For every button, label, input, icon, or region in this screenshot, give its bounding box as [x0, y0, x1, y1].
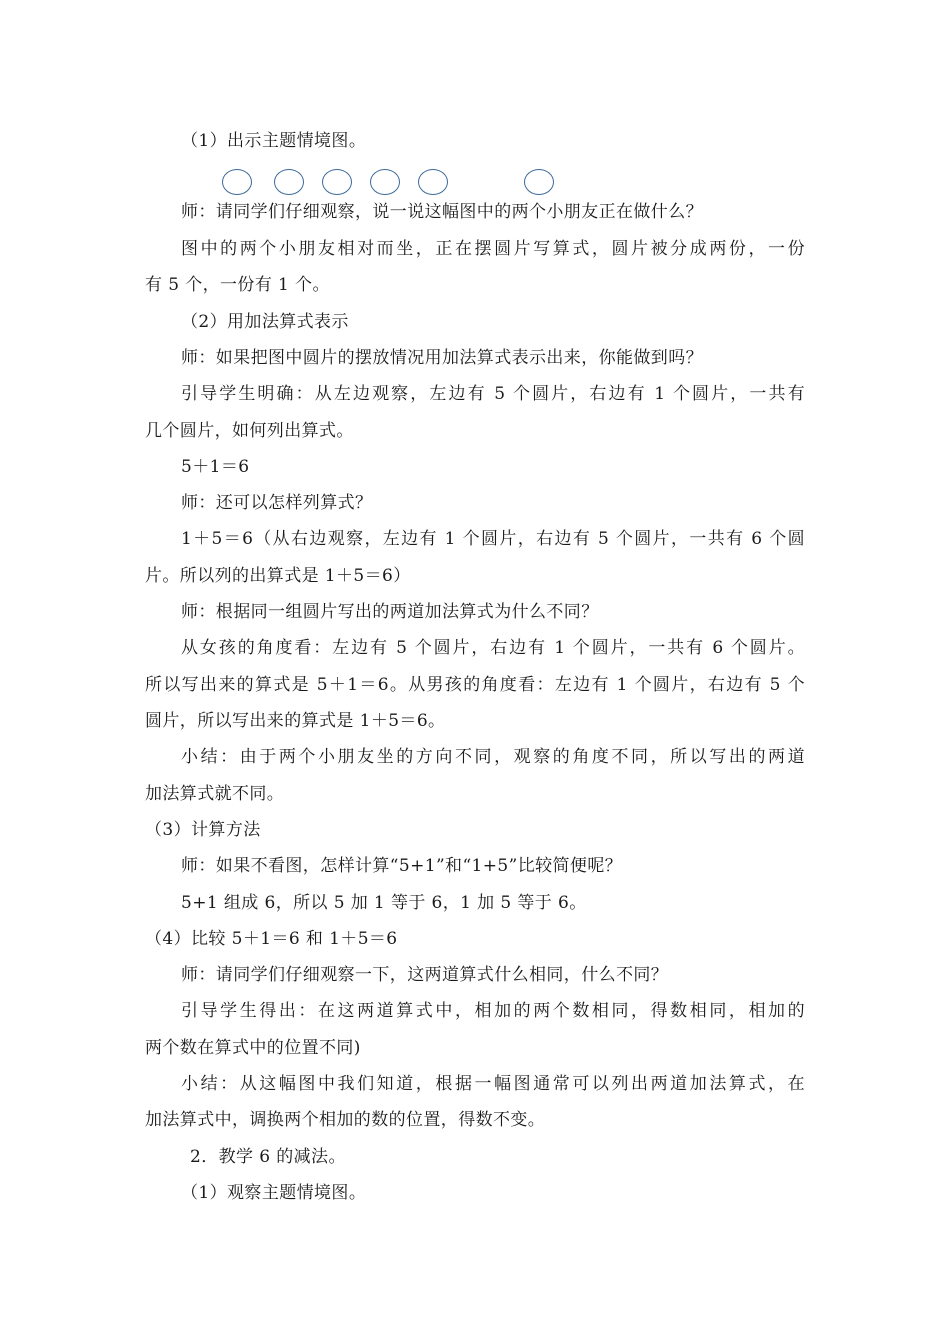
paragraph-line: 师：根据同一组圆片写出的两道加法算式为什么不同？: [181, 602, 599, 622]
circle-icon: [322, 169, 352, 195]
section-heading: （3）计算方法: [145, 820, 261, 840]
paragraph-line: 图中的两个小朋友相对而坐，正在摆圆片写算式，圆片被分成两份，一份: [181, 239, 805, 259]
paragraph-line: 从女孩的角度看：左边有 5 个圆片，右边有 1 个圆片，一共有 6 个圆片。: [181, 638, 805, 658]
section-heading: （4）比较 5＋1＝6 和 1＋5＝6: [145, 929, 398, 949]
paragraph-line: 师：如果把图中圆片的摆放情况用加法算式表示出来，你能做到吗？: [181, 348, 703, 368]
paragraph-line: 片。所以列的出算式是 1＋5＝6）: [145, 566, 411, 586]
paragraph-line: 小结：由于两个小朋友坐的方向不同，观察的角度不同，所以写出的两道: [181, 747, 805, 767]
paragraph-line: 有 5 个，一份有 1 个。: [145, 275, 330, 295]
section-heading: （2）用加法算式表示: [181, 312, 349, 332]
paragraph-line: 师：如果不看图，怎样计算“5+1”和“1+5”比较简便呢？: [181, 856, 623, 876]
section-heading: 2．教学 6 的减法。: [190, 1147, 346, 1167]
section-heading: （1）出示主题情境图。: [181, 131, 367, 151]
paragraph-line: 加法算式就不同。: [145, 784, 285, 804]
paragraph-line: 师：请同学们仔细观察一下，这两道算式什么相同，什么不同？: [181, 965, 669, 985]
circle-icon: [222, 169, 252, 195]
paragraph-line: 圆片，所以写出来的算式是 1＋5＝6。: [145, 711, 446, 731]
circle-icon: [418, 169, 448, 195]
paragraph-line: 引导学生得出：在这两道算式中，相加的两个数相同，得数相同，相加的: [181, 1001, 805, 1021]
equation-line: 5＋1＝6: [181, 457, 250, 477]
paragraph-line: 师：还可以怎样列算式？: [181, 493, 373, 513]
paragraph-line: 加法算式中，调换两个相加的数的位置，得数不变。: [145, 1110, 546, 1130]
paragraph-line: 5+1 组成 6，所以 5 加 1 等于 6，1 加 5 等于 6。: [181, 893, 587, 913]
paragraph-line: 两个数在算式中的位置不同): [145, 1038, 361, 1058]
paragraph-line: 师：请同学们仔细观察，说一说这幅图中的两个小朋友正在做什么？: [181, 202, 703, 222]
paragraph-line: 1＋5＝6（从右边观察，左边有 1 个圆片，右边有 5 个圆片，一共有 6 个圆: [181, 529, 805, 549]
circle-icon: [274, 169, 304, 195]
circle-icon: [524, 169, 554, 195]
section-heading: （1）观察主题情境图。: [181, 1183, 367, 1203]
paragraph-line: 几个圆片，如何列出算式。: [145, 421, 354, 441]
paragraph-line: 所以写出来的算式是 5＋1＝6。从男孩的角度看：左边有 1 个圆片，右边有 5 个: [145, 675, 805, 695]
circle-icon: [370, 169, 400, 195]
paragraph-line: 小结：从这幅图中我们知道，根据一幅图通常可以列出两道加法算式，在: [181, 1074, 805, 1094]
paragraph-line: 引导学生明确：从左边观察，左边有 5 个圆片，右边有 1 个圆片，一共有: [181, 384, 805, 404]
